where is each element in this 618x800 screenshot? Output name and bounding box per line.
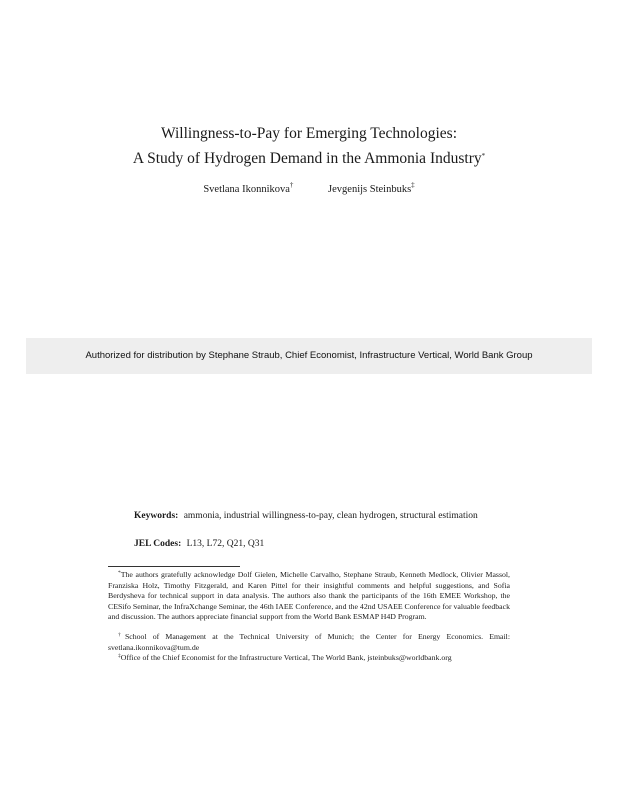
author-1 bbox=[203, 181, 294, 195]
paper-title-line-2-text: A Study of Hydrogen Demand in the Ammonia Industry bbox=[132, 150, 482, 167]
footnote-1-text: The authors gratefully acknowledge Dolf Gielen, Michelle Carvalho, Stephane Straub, Kenneth Medlock, Olivier Massol, Franziska Holz, Timothy Fitzgerald, and Karen Pittel for their insightful comments and helpful suggestions, and Sofia Berdysheva for technical support in data analysis. The authors also thank the participants of the 16th EMEE Workshop, the CESifo Seminar, the InfraXchange Seminar, the 46th IAEE Conference, and the 42nd USAEE Conference for valuable feedback and discussion. The authors appreciate financial support from the World Bank ESMAP H4D Program. bbox=[108, 570, 510, 621]
keywords-label: Keywords: bbox=[134, 511, 179, 521]
paper-title-line-1: Willingness-to-Pay for Emerging Technologies: bbox=[160, 125, 458, 142]
keywords-line bbox=[134, 509, 488, 524]
keywords-text: ammonia, industrial willingness-to-pay, clean hydrogen, structural estimation bbox=[183, 511, 478, 521]
footnote-3-text: Office of the Chief Economist for the Infrastructure Vertical, The World Bank, jsteinbuks@worldbank.org bbox=[120, 653, 452, 662]
author-2 bbox=[328, 181, 415, 195]
footnote-rule bbox=[108, 566, 240, 567]
footnote-2-mark: † bbox=[118, 632, 125, 638]
author-2-name: Jevgenijs Steinbuks bbox=[328, 184, 412, 195]
footnote-3 bbox=[108, 653, 510, 664]
jel-codes-line bbox=[134, 537, 488, 552]
author-list bbox=[0, 181, 618, 195]
footnote-1-mark: * bbox=[118, 570, 121, 576]
author-1-name: Svetlana Ikonnikova bbox=[203, 184, 290, 195]
paper-title-line-2 bbox=[0, 149, 618, 169]
jel-text: L13, L72, Q21, Q31 bbox=[186, 539, 265, 549]
jel-label: JEL Codes: bbox=[134, 539, 182, 549]
footnote-3-mark: ‡ bbox=[118, 653, 121, 659]
footnote-1 bbox=[108, 570, 510, 623]
author-1-mark: † bbox=[289, 181, 294, 189]
title-footnote-mark: * bbox=[481, 152, 486, 160]
author-2-mark: ‡ bbox=[411, 181, 415, 189]
footnote-2 bbox=[108, 632, 510, 653]
distribution-banner: Authorized for distribution by Stephane Straub, Chief Economist, Infrastructure Vertical, World Bank Group bbox=[26, 338, 592, 374]
footnote-2-text: School of Management at the Technical University of Munich; the Center for Energy Economics. Email: svetlana.ikonnikova@tum.de bbox=[108, 632, 510, 652]
